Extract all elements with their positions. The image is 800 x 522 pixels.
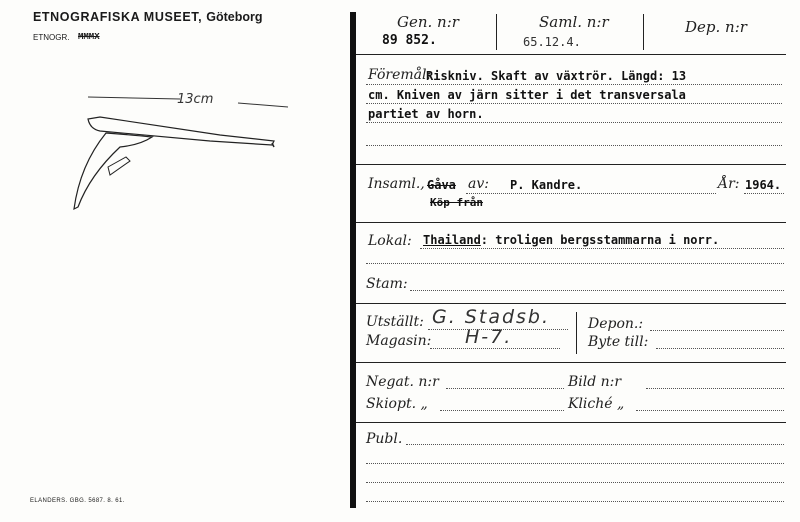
utstallt-value: G. Stadsb. (432, 306, 551, 328)
foremal-rule (356, 164, 786, 165)
publ-label: Publ. (366, 431, 403, 447)
header-divider-2 (643, 14, 644, 50)
ar-label: År: (718, 176, 740, 192)
gen-value: 89 852. (382, 33, 437, 48)
saml-label: Saml. n:r (539, 13, 609, 31)
etnogr-struck-text: MMMX (78, 32, 100, 42)
measure-line-left (88, 97, 180, 99)
measure-line-right (238, 103, 288, 107)
bild-label: Bild n:r (568, 374, 622, 390)
insaml-rule (356, 222, 786, 223)
ar-value: 1964. (745, 178, 782, 192)
depon-label: Depon.: (588, 316, 644, 332)
skiopt-label: Skiopt. „ (366, 396, 428, 412)
foremal-label: Föremål: (368, 67, 432, 83)
header-rule (356, 54, 786, 55)
lokal-label: Lokal: (368, 233, 412, 249)
insaml-collector: P. Kandre. (510, 178, 583, 192)
depon-divider (576, 312, 577, 354)
utstallt-label: Utställt: (366, 314, 424, 330)
lokal-place: Thailand (423, 233, 481, 247)
kliche-label: Kliché „ (568, 396, 625, 412)
insaml-label: Insaml., (368, 176, 425, 192)
gen-label: Gen. n:r (397, 13, 459, 31)
measurement-note: 13cm (177, 92, 214, 107)
utstallt-rule (356, 362, 786, 363)
lokal-value (423, 233, 719, 247)
negat-label: Negat. n:r (366, 374, 439, 390)
header-divider-1 (496, 14, 497, 50)
insaml-struck-kop: Köp från (430, 196, 483, 209)
foremal-line-3: partiet av horn. (368, 107, 484, 121)
dep-label: Dep. n:r (685, 18, 747, 36)
museum-title: ETNOGRAFISKA MUSEET, (33, 10, 203, 24)
stam-label: Stam: (366, 276, 408, 292)
insaml-av-label: av: (468, 176, 489, 192)
magasin-label: Magasin: (366, 333, 432, 349)
card-spine (350, 12, 356, 508)
insaml-struck-gava: Gåva (427, 178, 456, 192)
knife-handle (88, 117, 274, 145)
lokal-rest: : troligen bergsstammarna i norr. (480, 233, 720, 247)
saml-value: 65.12.4. (523, 35, 581, 49)
blade (108, 157, 130, 175)
museum-name (33, 10, 263, 24)
horn-part (74, 133, 152, 209)
stam-rule (356, 303, 786, 304)
etnogr-label: ETNOGR. (33, 33, 70, 42)
printer-imprint: ELANDERS. GBG. 5687. 8. 61. (30, 498, 125, 504)
museum-city: Göteborg (206, 10, 263, 24)
foremal-line-1: Riskniv. Skaft av växtrör. Längd: 13 (426, 69, 687, 83)
negat-rule (356, 422, 786, 423)
byte-label: Byte till: (588, 334, 649, 350)
magasin-value: H-7. (465, 326, 513, 348)
foremal-line-2: cm. Kniven av järn sitter i det transversala (368, 88, 686, 102)
